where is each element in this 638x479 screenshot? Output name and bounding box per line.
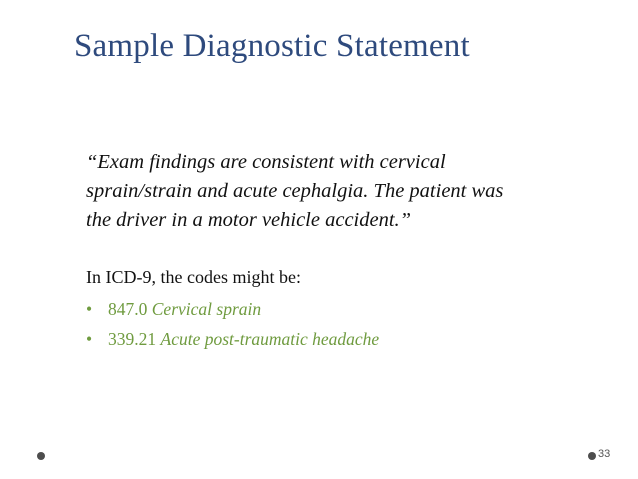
code-description: Cervical sprain: [151, 299, 262, 319]
page-number: 33: [598, 448, 611, 460]
quote-line: “Exam findings are consistent with cervical: [86, 151, 446, 173]
bullet-icon: •: [86, 329, 93, 349]
quote-line: sprain/strain and acute cephalgia. The patient was: [86, 180, 504, 202]
code-list: [86, 297, 379, 357]
icd-code: 847.0: [108, 299, 148, 319]
footer-dot-icon: [588, 452, 596, 460]
code-list-item: [86, 327, 379, 357]
code-list-item: [86, 297, 379, 327]
codes-intro: In ICD-9, the codes might be:: [86, 267, 301, 287]
quote-line: the driver in a motor vehicle accident.”: [86, 209, 412, 231]
code-description: Acute post-traumatic headache: [160, 329, 380, 349]
bullet-icon: •: [86, 299, 93, 319]
icd-code: 339.21: [108, 329, 157, 349]
footer-dot-icon: [37, 452, 45, 460]
diagnostic-quote: [86, 148, 606, 235]
slide-title: Sample Diagnostic Statement: [74, 28, 470, 64]
